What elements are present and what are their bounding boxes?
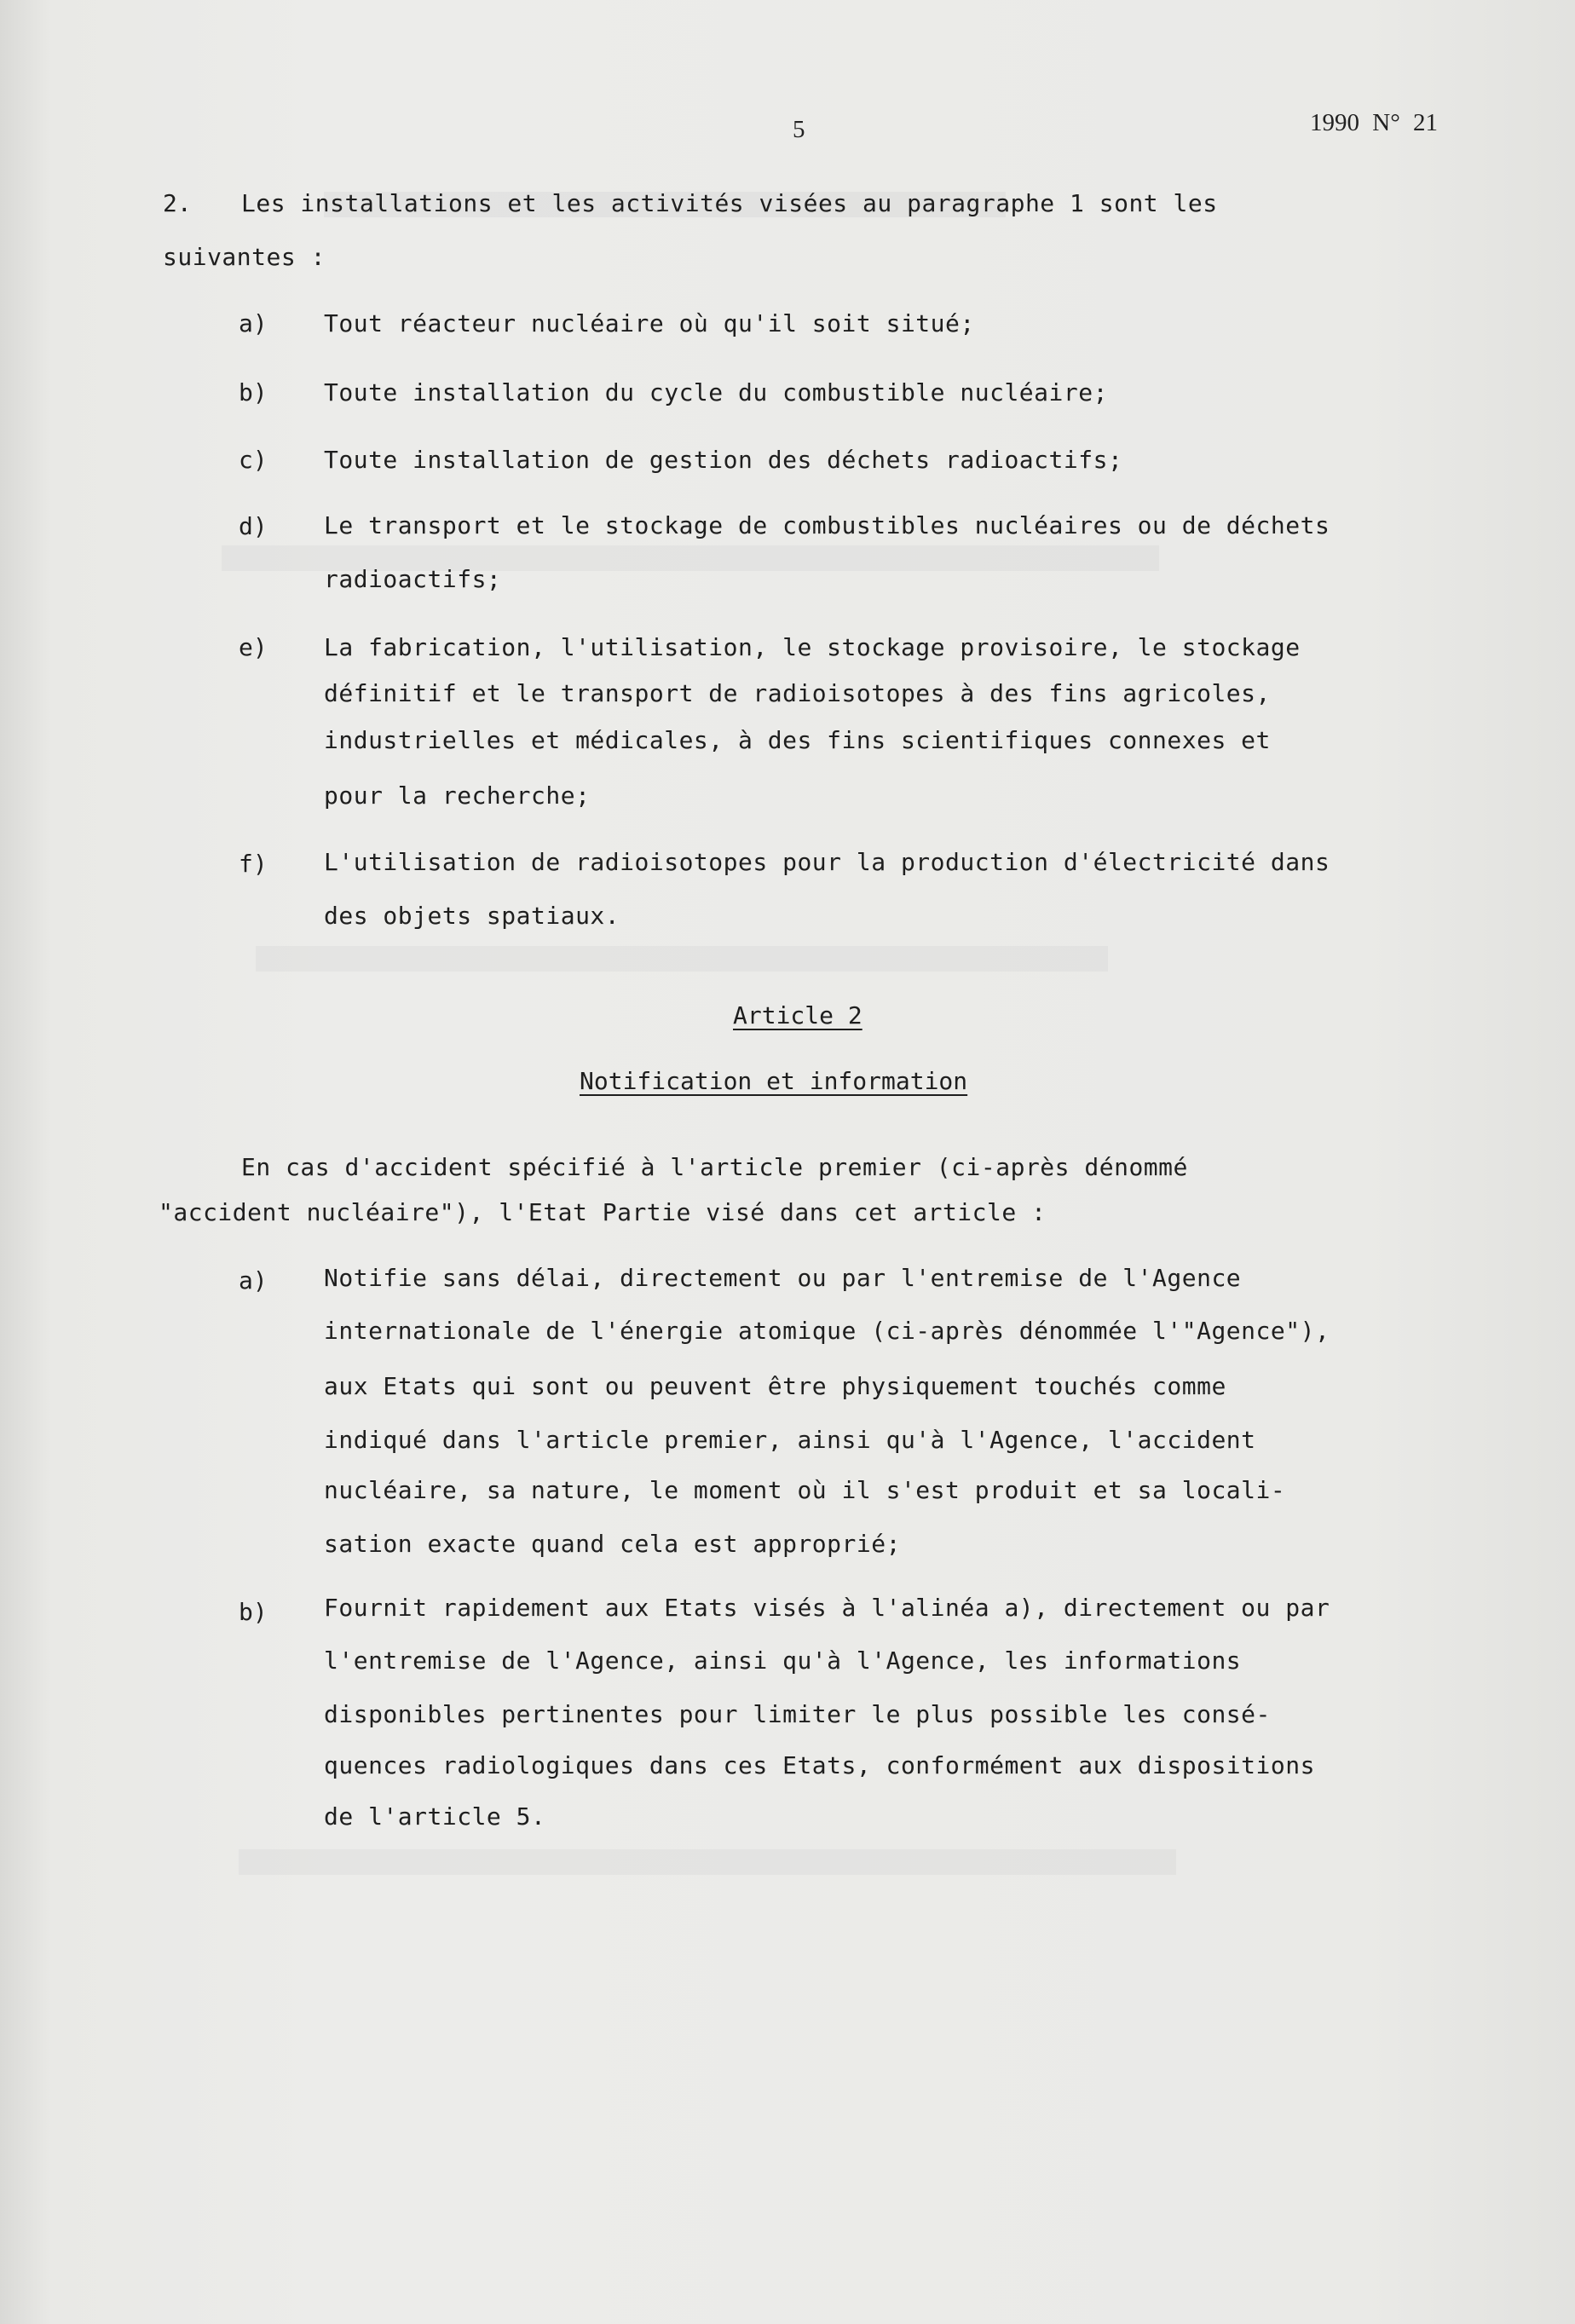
list-item-text: disponibles pertinentes pour limiter le plus possible les consé- [324, 1700, 1271, 1728]
list-item-text: Notifie sans délai, directement ou par l'entremise de l'Agence [324, 1264, 1242, 1292]
list-item-text: des objets spatiaux. [324, 902, 620, 930]
list-item-text: La fabrication, l'utilisation, le stockage provisoire, le stockage [324, 633, 1301, 661]
list-item-text: indiqué dans l'article premier, ainsi qu'à l'Agence, l'accident [324, 1426, 1256, 1454]
list-item-text: Le transport et le stockage de combustibles nucléaires ou de déchets [324, 511, 1330, 539]
article-intro-line: "accident nucléaire"), l'Etat Partie visé dans cet article : [159, 1198, 1047, 1226]
page-number: 5 [793, 116, 805, 143]
list-item-text: définitif et le transport de radioisotopes à des fins agricoles, [324, 679, 1271, 707]
list-item-label: a) [239, 1266, 268, 1295]
list-item-text: nucléaire, sa nature, le moment où il s'est produit et sa locali- [324, 1476, 1286, 1504]
list-item-text: sation exacte quand cela est approprié; [324, 1530, 901, 1558]
article-intro-line: En cas d'accident spécifié à l'article premier (ci-après dénommé [241, 1153, 1188, 1181]
list-item-text: internationale de l'énergie atomique (ci-après dénommée l'"Agence"), [324, 1317, 1330, 1345]
list-item-text: aux Etats qui sont ou peuvent être physiquement touchés comme [324, 1372, 1226, 1400]
list-item-label: d) [239, 512, 268, 540]
bleed-through-mark [239, 1849, 1176, 1875]
list-item-label: a) [239, 309, 268, 337]
list-item-text: de l'article 5. [324, 1802, 546, 1831]
article-subtitle: Notification et information [580, 1067, 968, 1095]
list-item-text: radioactifs; [324, 565, 502, 593]
article-title: Article 2 [733, 1001, 862, 1029]
list-item-text: Toute installation du cycle du combustible nucléaire; [324, 378, 1108, 407]
section-intro-line: suivantes : [163, 243, 326, 271]
paragraph-number: 2. [163, 189, 192, 217]
bleed-through-mark [256, 946, 1108, 972]
list-item-label: e) [239, 633, 268, 661]
list-item-label: f) [239, 850, 268, 878]
list-item-text: L'utilisation de radioisotopes pour la production d'électricité dans [324, 848, 1330, 876]
list-item-text: pour la recherche; [324, 781, 591, 810]
issue-number: 1990 N° 21 [1310, 109, 1439, 136]
list-item-text: Toute installation de gestion des déchets radioactifs; [324, 446, 1123, 474]
section-intro-line: Les installations et les activités visées au paragraphe 1 sont les [241, 189, 1218, 217]
list-item-label: b) [239, 378, 268, 407]
list-item-text: Fournit rapidement aux Etats visés à l'alinéa a), directement ou par [324, 1594, 1330, 1622]
list-item-text: industrielles et médicales, à des fins scientifiques connexes et [324, 726, 1271, 754]
list-item-text: Tout réacteur nucléaire où qu'il soit situé; [324, 309, 975, 337]
list-item-text: l'entremise de l'Agence, ainsi qu'à l'Agence, les informations [324, 1646, 1242, 1675]
list-item-text: quences radiologiques dans ces Etats, conformément aux dispositions [324, 1751, 1315, 1779]
list-item-label: b) [239, 1598, 268, 1626]
list-item-label: c) [239, 446, 268, 474]
